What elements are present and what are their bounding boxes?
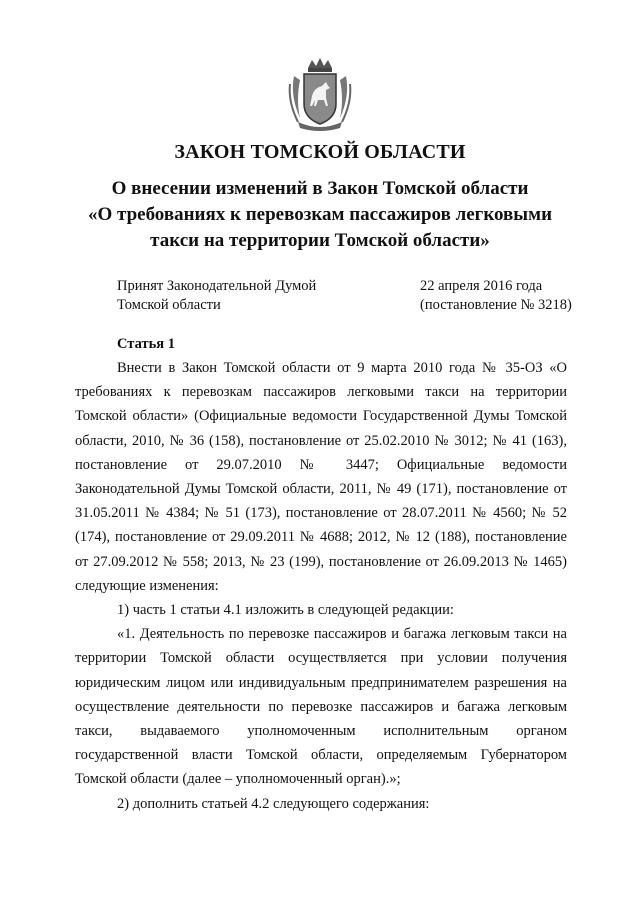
body-paragraph: Внести в Закон Томской области от 9 марта 2010 года № 35-ОЗ «О требованиях к перевозкам пассажиров легковыми такси на территории Томской области» (Официальные ведомости Государственной Думы Томской области, 2010, № 36 (158), постановление от 25.02.2010 № 3012; № 41 (163), постановление от 29.07.2010 № 3447; Официальные ведомости Законодательной Думы Томской области, 2011, № 49 (171), постановление от 31.05.2011 № 4384; № 51 (173), постановление от 28.07.2011 № 4560; № 52 (174), постановление от 29.09.2011 № 4688; 2012, № 12 (188), постановление от 27.09.2012 № 558; 2013, № 23 (199), постановление от 26.09.2013 № 1465) следующие изменения: bbox=[75, 360, 567, 594]
adoption-body bbox=[117, 277, 316, 315]
list-item: 1) часть 1 статьи 4.1 изложить в следующей редакции: bbox=[117, 602, 454, 619]
subtitle-line: такси на территории Томской области» bbox=[150, 230, 490, 251]
resolution-number: (постановление № 3218) bbox=[420, 297, 572, 313]
article-heading: Статья 1 bbox=[117, 336, 175, 352]
article-body bbox=[75, 356, 567, 816]
subtitle-line: «О требованиях к перевозкам пассажиров легковыми bbox=[87, 204, 553, 225]
subtitle-line: О внесении изменений в Закон Томской области bbox=[111, 178, 529, 199]
adoption-date: 22 апреля 2016 года bbox=[420, 278, 543, 294]
adoption-line: Томской области bbox=[117, 297, 221, 313]
law-title: ЗАКОН ТОМСКОЙ ОБЛАСТИ bbox=[174, 141, 466, 163]
adoption-line: Принят Законодательной Думой bbox=[117, 278, 317, 294]
quoted-paragraph: «1. Деятельность по перевозке пассажиров и багажа легковым такси на территории Томской области осуществляется при условии получения юридическим лицом или индивидуальным предпринимателем разрешения на осуществление деятельности по перевозке пассажиров и багажа легковым такси, выдаваемого уполномоченным исполнительным органом государственной власти Томской области, определяемым Губернатором Томской области (далее – уполномоченный орган).»; bbox=[75, 626, 567, 788]
tomsk-coat-of-arms-icon bbox=[286, 56, 354, 132]
list-item: 2) дополнить статьей 4.2 следующего содержания: bbox=[117, 795, 430, 812]
adoption-date-block bbox=[420, 277, 572, 315]
law-subtitle bbox=[60, 176, 580, 254]
